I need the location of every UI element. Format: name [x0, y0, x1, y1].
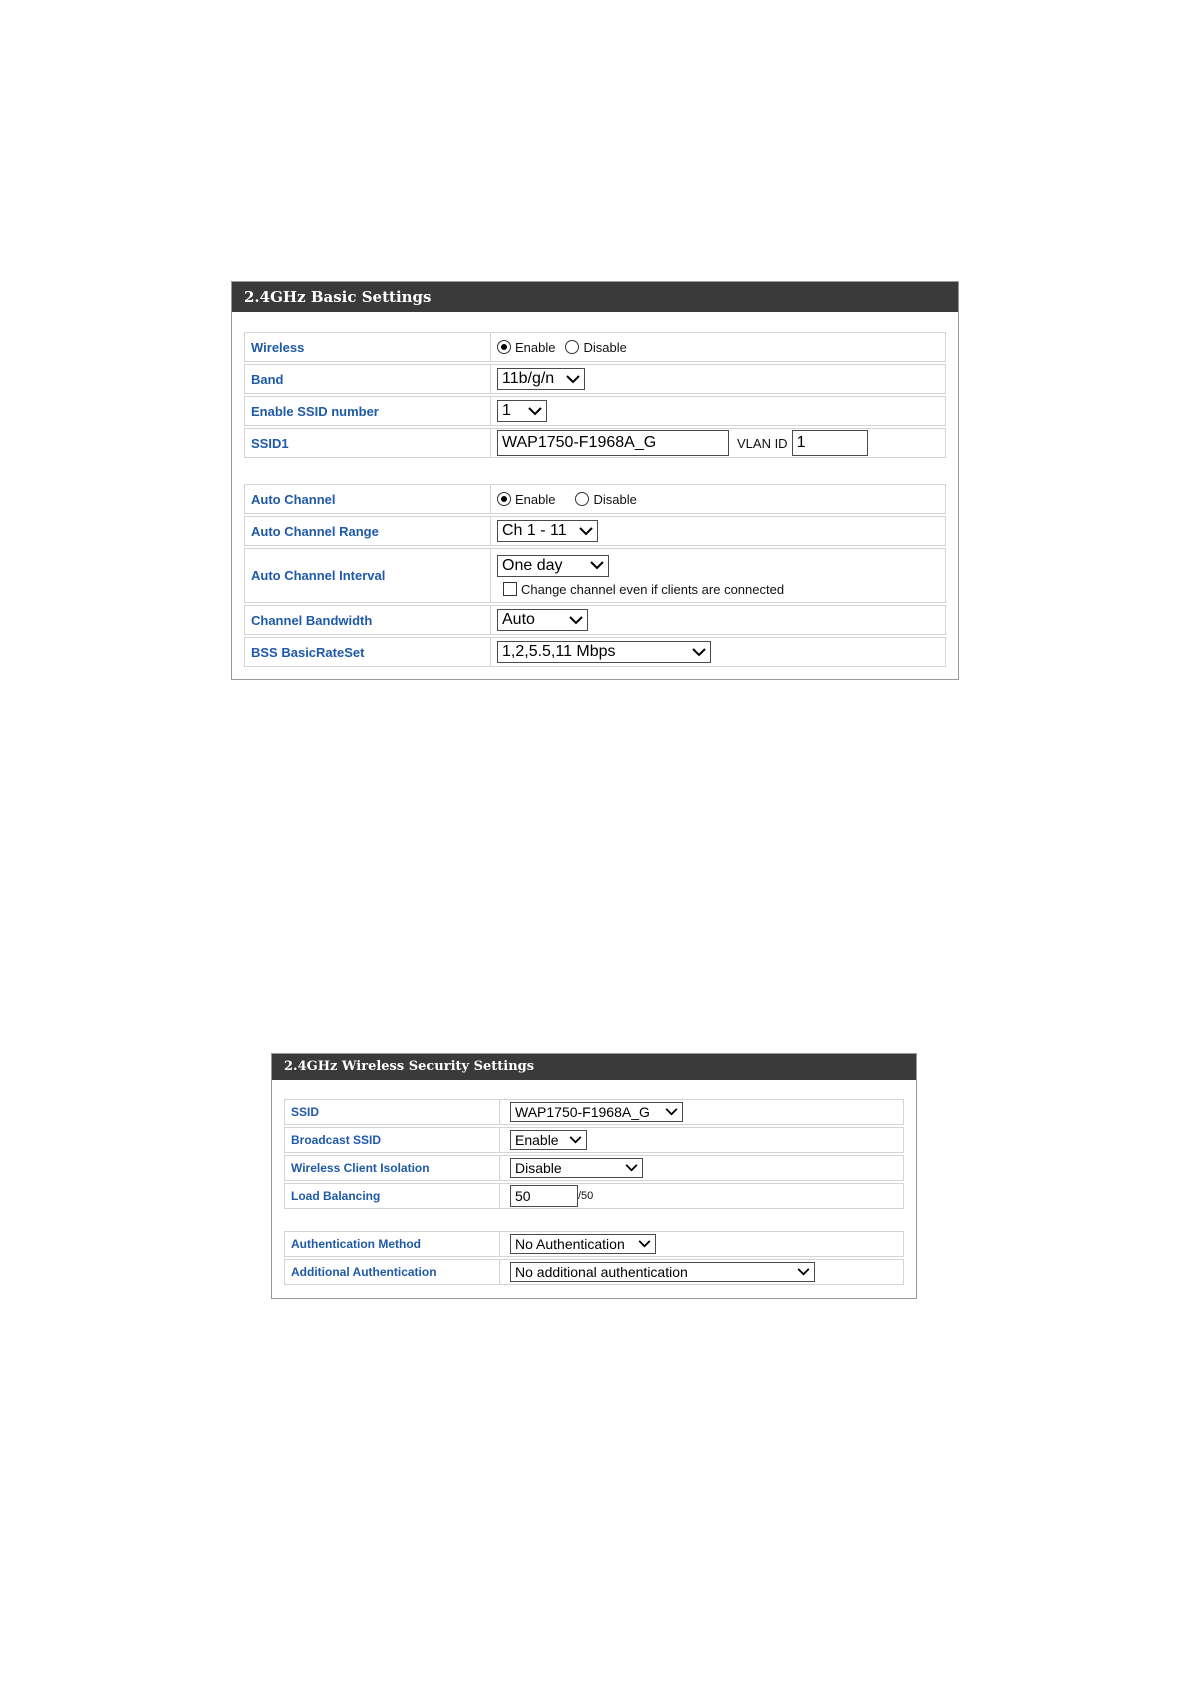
- client-isolation-select-value: Disable: [515, 1160, 562, 1176]
- broadcast-ssid-label: Broadcast SSID: [285, 1128, 500, 1152]
- chevron-down-icon: [590, 561, 604, 570]
- sec-ssid-label: SSID: [285, 1100, 500, 1124]
- auto-channel-enable-radio[interactable]: [497, 492, 511, 506]
- auto-channel-label: Auto Channel: [245, 485, 491, 513]
- auth-method-row: [284, 1231, 904, 1257]
- change-channel-checkbox[interactable]: [503, 582, 517, 596]
- ssid-number-row: [244, 396, 946, 426]
- auto-channel-disable-label: Disable: [593, 491, 637, 507]
- load-balancing-row: [284, 1183, 904, 1209]
- client-isolation-row: [284, 1155, 904, 1181]
- channel-bandwidth-select[interactable]: [497, 609, 588, 631]
- bss-basic-rate-select-value: 1,2,5.5,11 Mbps: [502, 643, 616, 660]
- chevron-down-icon: [569, 1136, 582, 1144]
- auto-channel-interval-label: Auto Channel Interval: [245, 549, 491, 602]
- chevron-down-icon: [579, 527, 593, 536]
- broadcast-ssid-row: [284, 1127, 904, 1153]
- additional-auth-row: [284, 1259, 904, 1285]
- band-label: Band: [245, 365, 491, 393]
- load-balancing-suffix: /50: [578, 1190, 594, 1202]
- basic-settings-panel: [231, 281, 959, 680]
- vlan-id-label: VLAN ID: [737, 435, 788, 451]
- wireless-label: Wireless: [245, 333, 491, 361]
- basic-settings-title: 2.4GHz Basic Settings: [232, 282, 958, 312]
- chevron-down-icon: [625, 1164, 638, 1172]
- chevron-down-icon: [692, 648, 706, 657]
- bss-basic-rate-label: BSS BasicRateSet: [245, 638, 491, 666]
- channel-bandwidth-label: Channel Bandwidth: [245, 606, 491, 634]
- vlan-id-input[interactable]: 1: [792, 430, 868, 456]
- auto-channel-disable-radio[interactable]: [575, 492, 589, 506]
- additional-auth-select-value: No additional authentication: [515, 1264, 688, 1280]
- bss-basic-rate-select[interactable]: [497, 641, 711, 663]
- ssid-number-select[interactable]: [497, 400, 547, 422]
- auto-channel-interval-select-value: One day: [502, 556, 563, 574]
- ssid1-label: SSID1: [245, 429, 491, 457]
- sec-ssid-select-value: WAP1750-F1968A_G: [515, 1104, 650, 1120]
- auto-channel-range-row: [244, 516, 946, 546]
- broadcast-ssid-select[interactable]: [510, 1130, 587, 1150]
- ssid1-input[interactable]: WAP1750-F1968A_G: [497, 430, 729, 456]
- band-row: [244, 364, 946, 394]
- sec-ssid-row: [284, 1099, 904, 1125]
- additional-auth-label: Additional Authentication: [285, 1260, 500, 1284]
- sec-ssid-select[interactable]: [510, 1102, 683, 1122]
- change-channel-checkbox-label: Change channel even if clients are connected: [521, 581, 785, 597]
- broadcast-ssid-select-value: Enable: [515, 1132, 559, 1148]
- chevron-down-icon: [638, 1240, 651, 1248]
- chevron-down-icon: [566, 375, 580, 384]
- wireless-enable-radio[interactable]: [497, 340, 511, 354]
- channel-bandwidth-select-value: Auto: [502, 611, 535, 628]
- load-balancing-label: Load Balancing: [285, 1184, 500, 1208]
- chevron-down-icon: [528, 407, 542, 416]
- auth-method-select-value: No Authentication: [515, 1236, 625, 1252]
- ssid1-row: [244, 428, 946, 458]
- auto-channel-enable-label: Enable: [515, 491, 556, 507]
- security-settings-panel: [271, 1053, 917, 1299]
- wireless-disable-radio[interactable]: [565, 340, 579, 354]
- load-balancing-input[interactable]: 50: [510, 1185, 578, 1207]
- chevron-down-icon: [569, 616, 583, 625]
- client-isolation-label: Wireless Client Isolation: [285, 1156, 500, 1180]
- wireless-row: [244, 332, 946, 362]
- auto-channel-range-select[interactable]: [497, 520, 598, 542]
- band-select[interactable]: [497, 368, 585, 390]
- chevron-down-icon: [665, 1108, 678, 1116]
- auto-channel-range-label: Auto Channel Range: [245, 517, 491, 545]
- band-select-value: 11b/g/n: [502, 370, 555, 387]
- auth-method-label: Authentication Method: [285, 1232, 500, 1256]
- bss-basic-rate-row: [244, 637, 946, 667]
- auto-channel-interval-row: [244, 548, 946, 603]
- auto-channel-interval-select[interactable]: [497, 555, 609, 577]
- auto-channel-range-select-value: Ch 1 - 11: [502, 522, 567, 539]
- channel-bandwidth-row: [244, 605, 946, 635]
- chevron-down-icon: [797, 1268, 810, 1276]
- additional-auth-select[interactable]: [510, 1262, 815, 1282]
- auto-channel-row: [244, 484, 946, 514]
- ssid-number-select-value: 1: [502, 402, 511, 419]
- wireless-enable-label: Enable: [515, 339, 556, 355]
- auth-method-select[interactable]: [510, 1234, 656, 1254]
- security-settings-title: 2.4GHz Wireless Security Settings: [272, 1054, 916, 1080]
- wireless-disable-label: Disable: [583, 339, 627, 355]
- ssid-number-label: Enable SSID number: [245, 397, 491, 425]
- client-isolation-select[interactable]: [510, 1158, 643, 1178]
